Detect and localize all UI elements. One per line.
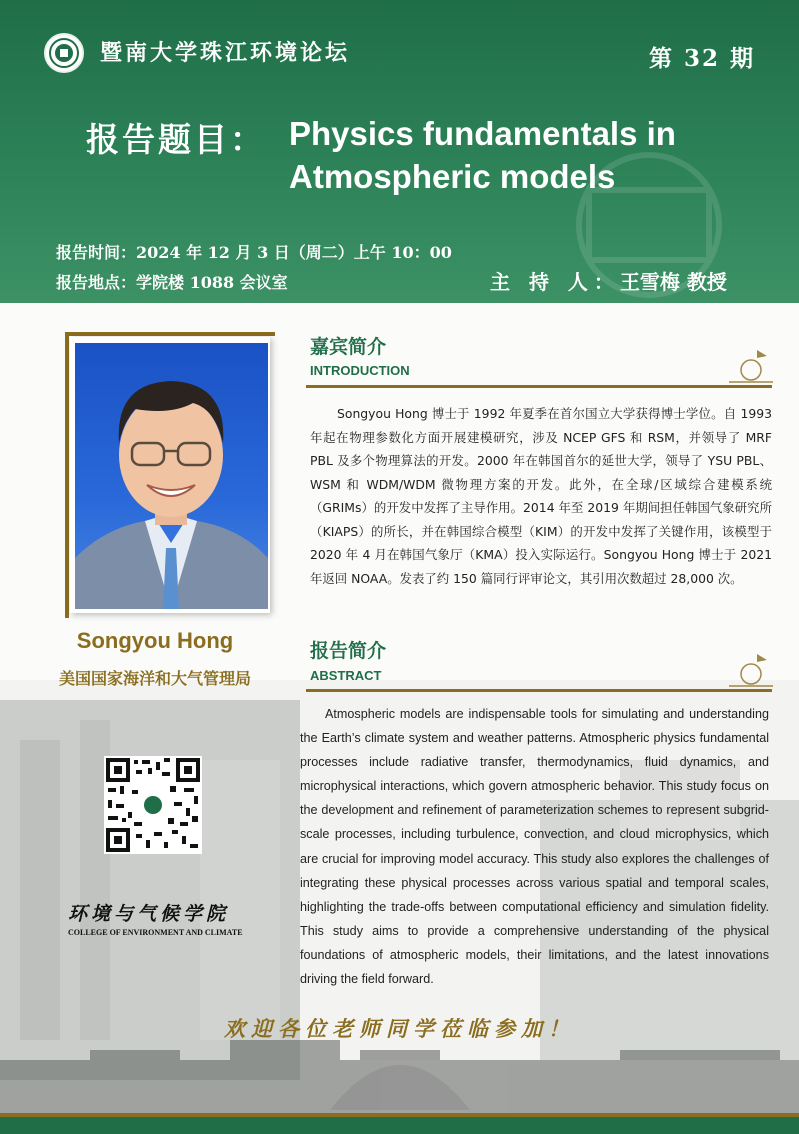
seal-icon: [727, 650, 775, 690]
intro-title: 嘉宾简介: [310, 336, 387, 358]
university-logo-icon: [44, 33, 84, 73]
seal-icon: [727, 346, 775, 386]
talk-title: Physics fundamentals in Atmospheric models: [289, 115, 676, 195]
speaker-name: Songyou Hong: [76, 628, 234, 653]
talk-place: 报告地点：学院楼 1088 会议室: [56, 273, 288, 292]
speaker-organization: 美国国家海洋和大气管理局: [58, 669, 251, 688]
qr-code-icon[interactable]: [104, 756, 202, 854]
abstract-title: 报告简介: [310, 640, 387, 662]
title-label: 报告题目：: [86, 120, 266, 159]
abstract-text: Atmospheric models are indispensable tools for simulating and understanding the Earth’s climate system and weather patterns. Atmospheric physics fundamental processes include radiative transfer, thermodynamics, fluid dynamics, and microphysical interactions, which govern atmospheric behavior. This study focus on the development and refinement of parameterization schemes to represent subgrid-scale processes, including turbulence, convection, and cloud microphysics, which are crucial for improving model accuracy. This study also explores the challenges of integrating these physical processes across various spatial and temporal scales, highlighting the trade-offs between computational efficiency and simulation fidelity. This study aims to provide a comprehensive understanding of the physical foundations of atmospheric models, their limitations, and the latest innovations driving the field forward.: [300, 707, 769, 987]
header-banner: [0, 0, 799, 303]
host-label: 主 持 人：: [490, 270, 620, 294]
talk-time: 报告时间：2024 年 12 月 3 日（周二）上午 10：00: [56, 243, 452, 262]
host-name: 王雪梅 教授: [619, 270, 727, 294]
abstract-subtitle: ABSTRACT: [310, 668, 382, 683]
forum-name: 暨南大学珠江环境论坛: [100, 40, 351, 66]
intro-text: Songyou Hong 博士于 1992 年夏季在首尔国立大学获得博士学位。自 1993 年起在物理参数化方面开展建模研究，涉及 NCEP GFS 和 RSM，并领导了 MRF PBL 及多个物理算法的开发。2000 年在韩国首尔的延世大学，领导了 YSU PBL、WSM 和 WDM/WDM 微物理方案的开发。此外，在全球/区域综合建模系统（GRIMs）的开发中发挥了主导作用。2014 年至 2019 年期间担任韩国气象研究所（KIAPS）的所长，并在韩国综合模型（KIM）的开发中发挥了关键作用，该模型于 2020 年 4 月在韩国气象厅（KMA）投入实际运行。Songyou Hong 博士于 2021 年返回 NOAA。发表了约 150 篇同行评审论文，其引用次数超过 28,000 次。: [310, 406, 772, 586]
footer-bar: [0, 1117, 799, 1134]
abstract-divider: [306, 689, 772, 692]
speaker-photo: [75, 343, 268, 609]
college-name-cn: 环境与气候学院: [68, 903, 230, 925]
issue-number: 第 32 期: [648, 45, 755, 72]
college-name-en: COLLEGE OF ENVIRONMENT AND CLIMATE: [68, 928, 243, 937]
welcome-message: 欢迎各位老师同学莅临参加！: [224, 1016, 575, 1041]
intro-subtitle: INTRODUCTION: [310, 363, 410, 378]
host: [490, 266, 727, 295]
intro-divider: [306, 385, 772, 388]
